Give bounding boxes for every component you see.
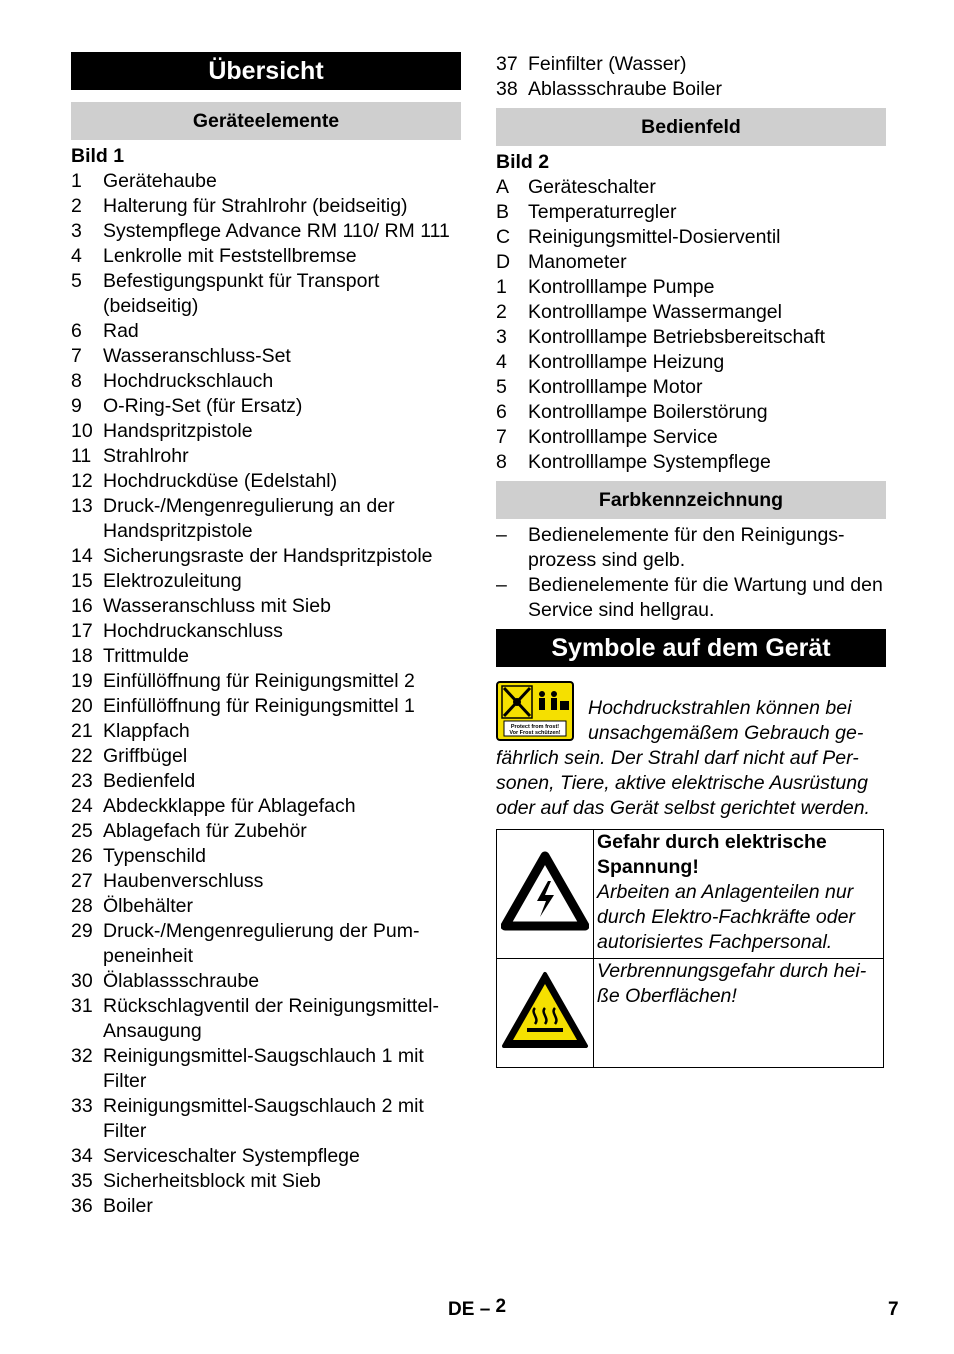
list-item-text: Griffbügel bbox=[103, 745, 188, 767]
list-item-number: 31 bbox=[71, 995, 93, 1017]
list-item-text: Reinigungsmittel-Saugschlauch 1 mit Filter bbox=[103, 1045, 424, 1092]
list-item-text: Hochdruckschlauch bbox=[103, 370, 274, 392]
list-item-number: 8 bbox=[496, 451, 507, 473]
list-item bbox=[71, 594, 461, 619]
list-item-number: 33 bbox=[71, 1095, 93, 1117]
color-coding-heading: Farbkennzeichnung bbox=[496, 481, 886, 519]
list-item-number: 8 bbox=[71, 370, 82, 392]
list-item-number: 27 bbox=[71, 870, 93, 892]
list-item-number: 28 bbox=[71, 895, 93, 917]
list-item bbox=[496, 225, 886, 250]
list-item-text: Elektrozuleitung bbox=[103, 570, 242, 592]
list-item bbox=[71, 694, 461, 719]
list-item-text: Geräteschalter bbox=[528, 176, 656, 198]
list-item bbox=[71, 869, 461, 894]
list-item bbox=[71, 544, 461, 569]
list-item-number: 16 bbox=[71, 595, 93, 617]
list-item bbox=[71, 994, 461, 1044]
list-item-text: Kontrolllampe Motor bbox=[528, 376, 703, 398]
list-item bbox=[496, 175, 886, 200]
list-item-text: Ölbehälter bbox=[103, 895, 193, 917]
list-item-number: 32 bbox=[71, 1045, 93, 1067]
list-item bbox=[71, 894, 461, 919]
list-item-text: Einfüllöffnung für Reinigungsmittel 1 bbox=[103, 695, 415, 717]
list-item-number: – bbox=[496, 574, 507, 596]
list-item-number: 29 bbox=[71, 920, 93, 942]
list-item bbox=[71, 169, 461, 194]
list-item-number: 3 bbox=[496, 326, 507, 348]
list-item-number: 35 bbox=[71, 1170, 93, 1192]
list-item bbox=[71, 919, 461, 969]
list-item-text: Gerätehaube bbox=[103, 170, 217, 192]
list-item bbox=[71, 419, 461, 444]
list-item-text: Befestigungspunkt für Transport (beidseitig) bbox=[103, 270, 380, 317]
list-item bbox=[71, 319, 461, 344]
list-item bbox=[71, 219, 461, 244]
overview-title: Übersicht bbox=[71, 52, 461, 90]
list-item bbox=[71, 569, 461, 594]
list-item-number: 10 bbox=[71, 420, 93, 442]
list-item-number: 21 bbox=[71, 720, 93, 742]
list-item-number: 15 bbox=[71, 570, 93, 592]
list-item bbox=[71, 469, 461, 494]
list-item bbox=[496, 350, 886, 375]
list-item bbox=[71, 244, 461, 269]
list-item-number: 1 bbox=[496, 276, 507, 298]
list-item bbox=[71, 769, 461, 794]
list-item-number: 12 bbox=[71, 470, 93, 492]
list-item-number: 1 bbox=[71, 170, 82, 192]
list-item-text: Bedienelemente für die Wartung und den Service sind hellgrau. bbox=[528, 574, 883, 621]
list-item bbox=[71, 269, 461, 319]
list-item-number: 17 bbox=[71, 620, 93, 642]
list-item-number: 7 bbox=[71, 345, 82, 367]
list-item-number: 18 bbox=[71, 645, 93, 667]
list-item-text: Einfüllöffnung für Reinigungsmittel 2 bbox=[103, 670, 415, 692]
list-item-text: Klappfach bbox=[103, 720, 190, 742]
list-item-number: 4 bbox=[71, 245, 82, 267]
list-item-number: 5 bbox=[71, 270, 82, 292]
list-item-number: A bbox=[496, 176, 510, 198]
list-item-text: Druck-/Mengenregulierung an der Handspritzpistole bbox=[103, 495, 395, 542]
list-item bbox=[71, 1169, 461, 1194]
color-coding-list bbox=[496, 523, 886, 623]
list-item bbox=[71, 744, 461, 769]
list-item-number: 30 bbox=[71, 970, 93, 992]
electric-warning-title: Gefahr durch elektrische Spannung! bbox=[597, 831, 827, 878]
list-item-number: 37 bbox=[496, 53, 518, 75]
list-item bbox=[71, 819, 461, 844]
footer-language: DE bbox=[448, 1299, 475, 1320]
list-item-number: 14 bbox=[71, 545, 93, 567]
list-item bbox=[71, 494, 461, 544]
hot-surface-warning-text: Verbrennungsgefahr durch hei-ße Oberflächen! bbox=[597, 960, 867, 1007]
list-item bbox=[496, 275, 886, 300]
list-item-number: B bbox=[496, 201, 510, 223]
list-item-number: 7 bbox=[496, 426, 507, 448]
list-item bbox=[496, 300, 886, 325]
list-item-number: 36 bbox=[71, 1195, 93, 1217]
control-panel-heading: Bedienfeld bbox=[496, 108, 886, 146]
list-item-number: 5 bbox=[496, 376, 507, 398]
list-item bbox=[496, 375, 886, 400]
list-item-number: 34 bbox=[71, 1145, 93, 1167]
list-item-text: Rad bbox=[103, 320, 139, 342]
symbol-row-electric bbox=[497, 830, 884, 959]
list-item-text: Systempflege Advance RM 110/ RM 111 bbox=[103, 220, 450, 242]
list-item-text: Handspritzpistole bbox=[103, 420, 253, 442]
list-item bbox=[496, 200, 886, 225]
list-item bbox=[496, 425, 886, 450]
elements-list-continued bbox=[496, 52, 886, 102]
list-item-text: Wasseranschluss mit Sieb bbox=[103, 595, 331, 617]
list-item-text: Strahlrohr bbox=[103, 445, 189, 467]
figure-label: Bild 2 bbox=[496, 151, 550, 173]
footer-subpage: 2 bbox=[495, 1296, 507, 1317]
list-item-number: 25 bbox=[71, 820, 93, 842]
list-item-text: Reinigungsmittel-Saugschlauch 2 mit Filter bbox=[103, 1095, 424, 1142]
list-item-number: 11 bbox=[71, 445, 92, 467]
list-item bbox=[71, 719, 461, 744]
footer-separator: – bbox=[479, 1299, 491, 1320]
list-item-text: Kontrolllampe Betriebsbereitschaft bbox=[528, 326, 825, 348]
list-item-text: Halterung für Strahlrohr (beidseitig) bbox=[103, 195, 408, 217]
list-item-number: 9 bbox=[71, 395, 82, 417]
list-item-number: 4 bbox=[496, 351, 507, 373]
list-item-number: 23 bbox=[71, 770, 93, 792]
symbols-table bbox=[496, 829, 884, 1068]
list-item-number: 26 bbox=[71, 845, 93, 867]
left-column bbox=[71, 52, 461, 1219]
list-item bbox=[496, 52, 886, 77]
list-item-text: Kontrolllampe Wassermangel bbox=[528, 301, 782, 323]
list-item bbox=[496, 77, 886, 102]
list-item-text: Rückschlagventil der Reinigungsmittel-Ansaugung bbox=[103, 995, 439, 1042]
page-number: 7 bbox=[888, 1299, 899, 1320]
right-column bbox=[496, 52, 886, 1068]
list-item-number: 24 bbox=[71, 795, 93, 817]
list-item bbox=[71, 369, 461, 394]
list-item-text: Manometer bbox=[528, 251, 627, 273]
list-item bbox=[71, 344, 461, 369]
list-item-number: 6 bbox=[71, 320, 82, 342]
list-item-text: Boiler bbox=[103, 1195, 153, 1217]
symbols-title: Symbole auf dem Gerät bbox=[496, 629, 886, 667]
list-item-number: 2 bbox=[496, 301, 507, 323]
list-item bbox=[71, 644, 461, 669]
list-item-text: Sicherheitsblock mit Sieb bbox=[103, 1170, 321, 1192]
list-item-number: 6 bbox=[496, 401, 507, 423]
list-item-text: Temperaturregler bbox=[528, 201, 677, 223]
list-item-text: Reinigungsmittel-Dosierventil bbox=[528, 226, 781, 248]
footer-language-page bbox=[448, 1296, 507, 1321]
list-item bbox=[496, 450, 886, 475]
list-item-text: O-Ring-Set (für Ersatz) bbox=[103, 395, 303, 417]
list-item bbox=[71, 444, 461, 469]
electric-warning-text: Arbeiten an Anlagenteilen nur durch Elektro-Fachkräfte oder autorisiertes Fachpersonal. bbox=[597, 881, 855, 953]
list-item-text: Ablassschraube Boiler bbox=[528, 78, 723, 100]
hot-surface-warning-icon bbox=[501, 1033, 589, 1055]
list-item bbox=[71, 394, 461, 419]
list-item bbox=[496, 523, 886, 573]
list-item-text: Sicherungsraste der Handspritzpistole bbox=[103, 545, 433, 567]
list-item bbox=[71, 619, 461, 644]
list-item bbox=[71, 669, 461, 694]
list-item-text: Kontrolllampe Systempflege bbox=[528, 451, 771, 473]
list-item-number: 38 bbox=[496, 78, 518, 100]
list-item-number: 3 bbox=[71, 220, 82, 242]
electric-shock-warning-icon bbox=[501, 914, 589, 936]
list-item bbox=[71, 1194, 461, 1219]
elements-heading: Geräteelemente bbox=[71, 102, 461, 140]
list-item-number: 2 bbox=[71, 195, 82, 217]
list-item-text: Druck-/Mengenregulierung der Pum-peneinheit bbox=[103, 920, 420, 967]
list-item-number: C bbox=[496, 226, 511, 248]
list-item-text: Kontrolllampe Boilerstörung bbox=[528, 401, 768, 423]
symbol-row-hot-surface bbox=[497, 959, 884, 1068]
list-item bbox=[71, 1094, 461, 1144]
list-item-text: Wasseranschluss-Set bbox=[103, 345, 291, 367]
list-item-number: – bbox=[496, 524, 507, 546]
list-item-text: Bedienfeld bbox=[103, 770, 196, 792]
frost-label-top: Protect from frost! bbox=[510, 724, 560, 730]
list-item bbox=[71, 844, 461, 869]
list-item bbox=[71, 794, 461, 819]
list-item-text: Kontrolllampe Heizung bbox=[528, 351, 725, 373]
list-item bbox=[71, 194, 461, 219]
list-item-number: D bbox=[496, 251, 511, 273]
elements-list bbox=[71, 169, 461, 1219]
list-item bbox=[496, 573, 886, 623]
high-pressure-warning bbox=[496, 679, 886, 821]
list-item bbox=[496, 325, 886, 350]
high-pressure-warning-icon bbox=[496, 681, 574, 741]
list-item-text: Typenschild bbox=[103, 845, 206, 867]
list-item-text: Feinfilter (Wasser) bbox=[528, 53, 687, 75]
list-item-text: Trittmulde bbox=[103, 645, 189, 667]
list-item bbox=[71, 1044, 461, 1094]
list-item bbox=[496, 400, 886, 425]
figure-label: Bild 1 bbox=[71, 145, 125, 167]
list-item-number: 20 bbox=[71, 695, 93, 717]
list-item-text: Serviceschalter Systempflege bbox=[103, 1145, 360, 1167]
list-item bbox=[71, 1144, 461, 1169]
list-item-number: 19 bbox=[71, 670, 93, 692]
list-item-text: Ölablassschraube bbox=[103, 970, 260, 992]
list-item-number: 22 bbox=[71, 745, 93, 767]
list-item-text: Hochdruckanschluss bbox=[103, 620, 283, 642]
list-item bbox=[496, 250, 886, 275]
control-panel-list bbox=[496, 175, 886, 475]
list-item-text: Hochdruckdüse (Edelstahl) bbox=[103, 470, 338, 492]
frost-label-bottom: Vor Frost schützen! bbox=[509, 730, 561, 736]
list-item-text: Lenkrolle mit Feststellbremse bbox=[103, 245, 357, 267]
list-item-text: Haubenverschluss bbox=[103, 870, 264, 892]
list-item-text: Kontrolllampe Pumpe bbox=[528, 276, 715, 298]
high-pressure-warning-text: Hochdruckstrahlen können bei unsachgemäßem Gebrauch ge-fährlich sein. Der Strahl darf nicht auf Per-sonen, Tiere, aktive elektrische Ausrüstung oder auf das Gerät selbst gerichtet werden. bbox=[496, 697, 870, 819]
list-item bbox=[71, 969, 461, 994]
list-item-text: Ablagefach für Zubehör bbox=[103, 820, 307, 842]
list-item-text: Bedienelemente für den Reinigungs-prozess sind gelb. bbox=[528, 524, 845, 571]
list-item-text: Abdeckklappe für Ablagefach bbox=[103, 795, 356, 817]
list-item-number: 13 bbox=[71, 495, 93, 517]
list-item-text: Kontrolllampe Service bbox=[528, 426, 718, 448]
